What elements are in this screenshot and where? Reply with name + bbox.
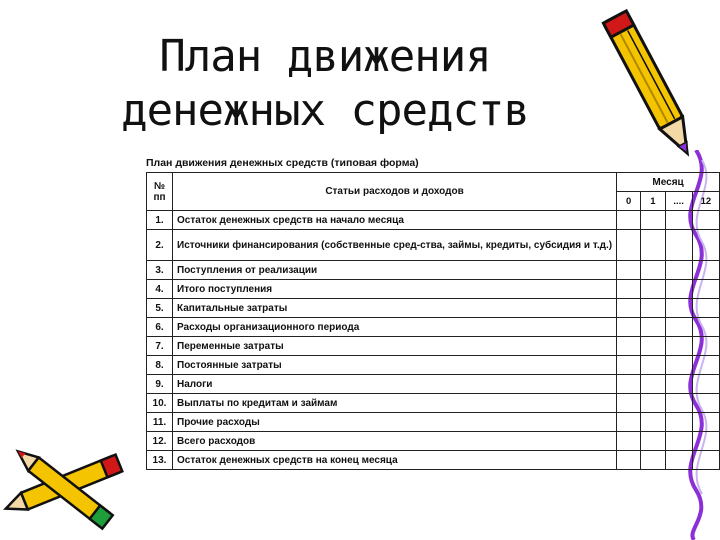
table-caption: План движения денежных средств (типовая форма) [146,157,419,169]
header-month: Месяц [617,173,720,192]
table-row [147,299,720,318]
row-num: 12. [147,432,173,451]
row-item: Итого поступления [173,280,617,299]
table-row [147,356,720,375]
row-item: Переменные затраты [173,337,617,356]
header-num: № пп [147,173,173,211]
pencil-clipart-icon [592,0,720,175]
crossed-pencils-icon [0,430,150,540]
header-month-col: .... [665,192,692,211]
row-item: Прочие расходы [173,413,617,432]
table-row [147,394,720,413]
row-num: 9. [147,375,173,394]
row-item: Расходы организационного периода [173,318,617,337]
row-item: Капитальные затраты [173,299,617,318]
slide-title-line2: денежных средств [121,85,529,136]
row-item: Источники финансирования (собственные сред-ства, займы, кредиты, субсидия и т.д.) [173,230,617,261]
row-item: Поступления от реализации [173,261,617,280]
header-month-col: 12 [692,192,719,211]
row-num: 13. [147,451,173,470]
row-item: Всего расходов [173,432,617,451]
table-row [147,432,720,451]
table-row [147,318,720,337]
table-row [147,413,720,432]
table-row [147,261,720,280]
row-num: 11. [147,413,173,432]
header-month-col: 1 [641,192,665,211]
row-num: 1. [147,211,173,230]
row-item: Налоги [173,375,617,394]
slide-title-line1: План движения [159,31,491,82]
table-row [147,375,720,394]
row-item: Остаток денежных средств на начало месяца [173,211,617,230]
table-row [147,451,720,470]
cash-flow-table [146,172,720,470]
table-row [147,211,720,230]
row-num: 7. [147,337,173,356]
table-row [147,230,720,261]
table-row [147,337,720,356]
row-num: 4. [147,280,173,299]
row-item: Остаток денежных средств на конец месяца [173,451,617,470]
header-month-col: 0 [617,192,641,211]
row-num: 3. [147,261,173,280]
slide-title [95,30,555,138]
row-num: 2. [147,230,173,261]
row-num: 5. [147,299,173,318]
row-num: 8. [147,356,173,375]
header-item: Статьи расходов и доходов [173,173,617,211]
row-item: Выплаты по кредитам и займам [173,394,617,413]
row-num: 6. [147,318,173,337]
table-header-row [147,173,720,192]
row-num: 10. [147,394,173,413]
table-row [147,280,720,299]
row-item: Постоянные затраты [173,356,617,375]
